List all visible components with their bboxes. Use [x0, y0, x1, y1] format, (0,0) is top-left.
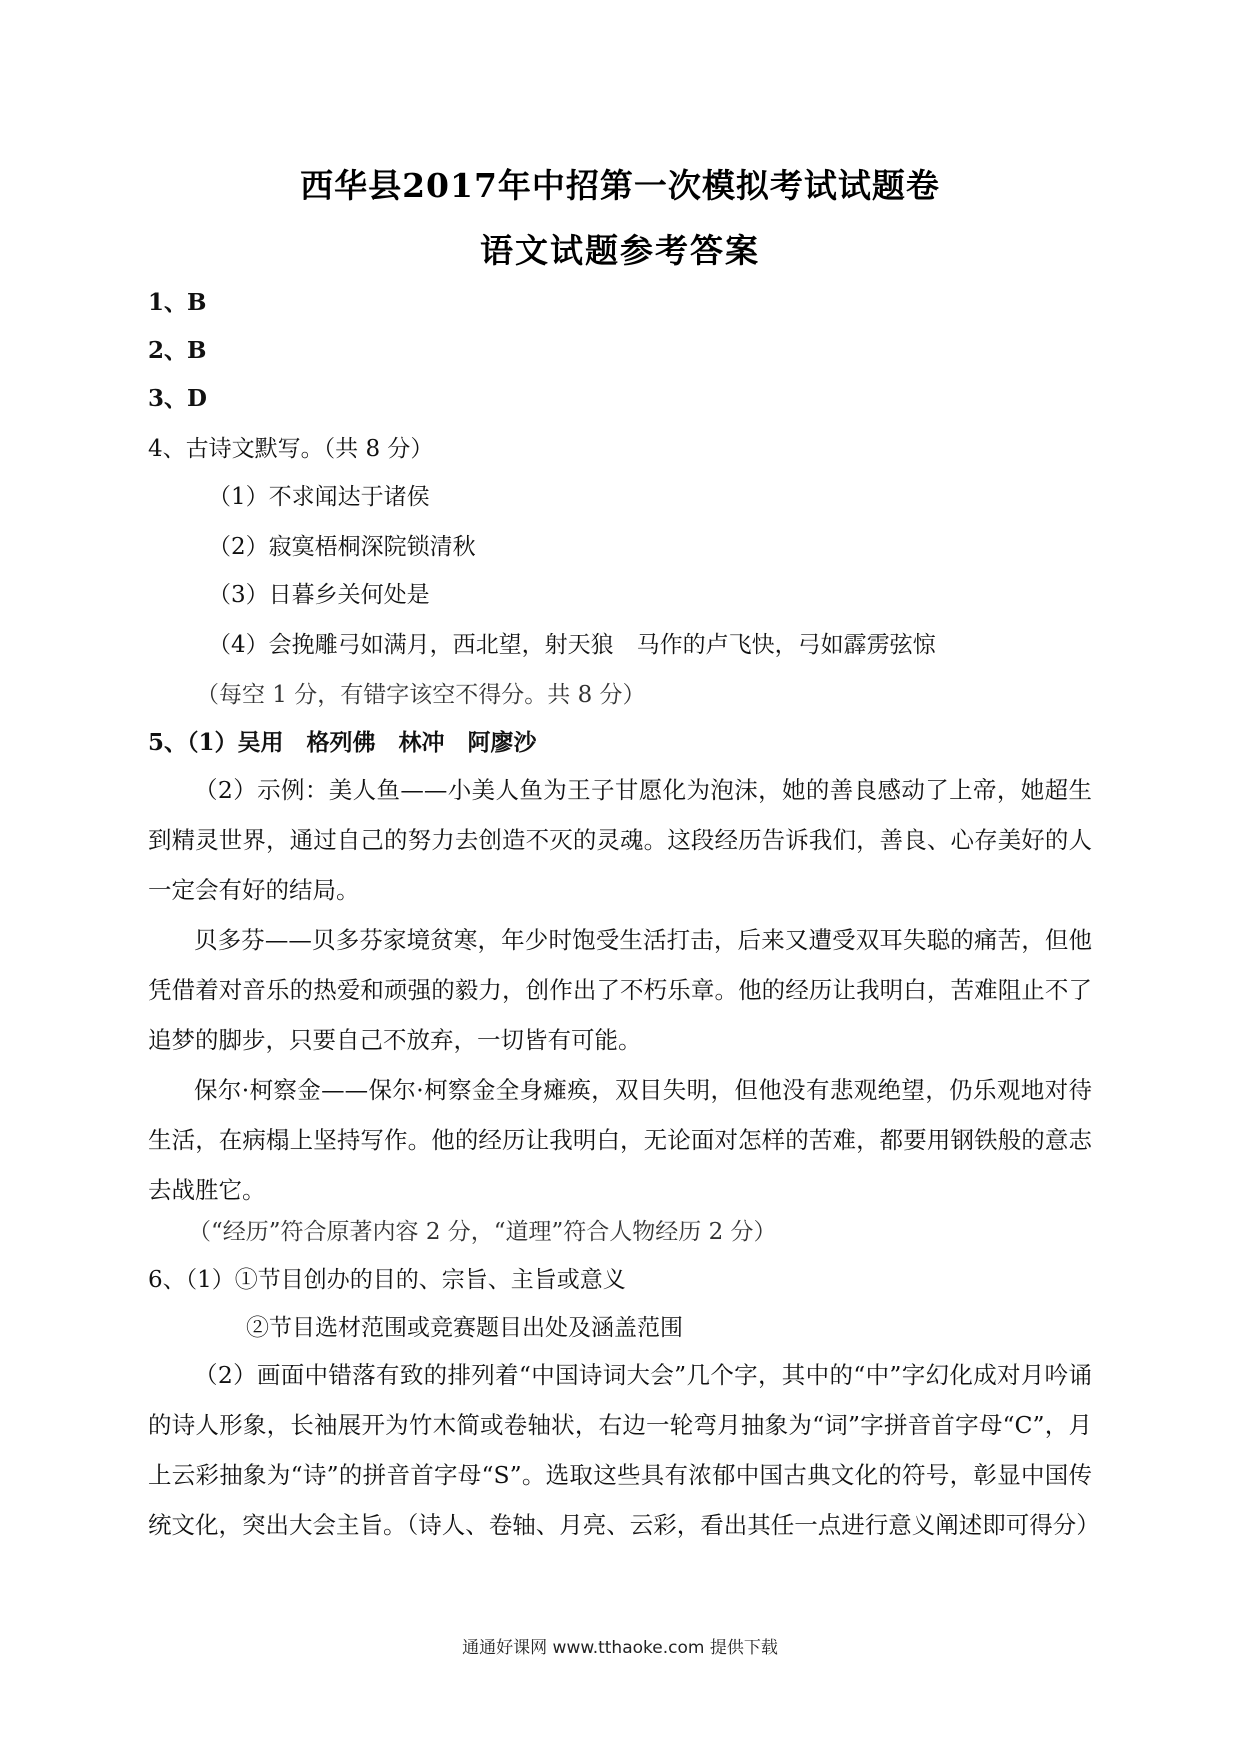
answer-q5-example-mermaid: （2）示例：美人鱼——小美人鱼为王子甘愿化为泡沫，她的善良感动了上帝，她超生到精灵世界，通过自己的努力去创造不灭的灵魂。这段经历告诉我们，善良、心存美好的人一定会有好的结局。 — [148, 776, 1092, 904]
answer-q2: 2、B — [148, 337, 207, 364]
answer-q6-part2: （2）画面中错落有致的排列着“中国诗词大会”几个字，其中的“中”字幻化成对月吟诵的诗人形象，长袖展开为竹木简或卷轴状，右边一轮弯月抽象为“词”字拼音首字母“C”，月上云彩抽象为“诗”的拼音首字母“S”。选取这些具有浓郁中国古典文化的符号，彰显中国传统文化，突出大会主旨。（诗人、卷轴、月亮、云彩，看出其任一点进行意义阐述即可得分） — [148, 1361, 1100, 1539]
answer-q4-scoring-note: （每空 1 分，有错字该空不得分。共 8 分） — [196, 682, 646, 708]
answer-q5-part1: 5、（1）吴用 格列佛 林冲 阿廖沙 — [148, 729, 537, 756]
answer-q5-example-beethoven: 贝多芬——贝多芬家境贫寒，年少时饱受生活打击，后来又遭受双耳失聪的痛苦，但他凭借着对音乐的热爱和顽强的毅力，创作出了不朽乐章。他的经历让我明白，苦难阻止不了追梦的脚步，只要自己不放弃，一切皆有可能。 — [148, 926, 1092, 1054]
answer-q5-example-pavel: 保尔·柯察金——保尔·柯察金全身瘫痪，双目失明，但他没有悲观绝望，仍乐观地对待生活，在病榻上坚持写作。他的经历让我明白，无论面对怎样的苦难，都要用钢铁般的意志去战胜它。 — [148, 1076, 1092, 1204]
exam-subtitle: 语文试题参考答案 — [480, 231, 760, 270]
answer-q6-part1-b: ②节目选材范围或竞赛题目出处及涵盖范围 — [246, 1315, 683, 1341]
answer-q5-scoring-note: （“经历”符合原著内容 2 分，“道理”符合人物经历 2 分） — [188, 1219, 777, 1245]
answer-q4-heading: 4、古诗文默写。（共 8 分） — [148, 436, 434, 462]
answer-q4-item-4: （4）会挽雕弓如满月，西北望，射天狼 马作的卢飞快，弓如霹雳弦惊 — [208, 632, 936, 658]
answer-q6-part1-a: 6、（1）①节目创办的目的、宗旨、主旨或意义 — [148, 1267, 626, 1293]
answer-q4-item-3: （3）日暮乡关何处是 — [208, 582, 430, 608]
answer-q4-item-2: （2）寂寞梧桐深院锁清秋 — [208, 534, 476, 560]
answer-q3: 3、D — [148, 385, 207, 412]
exam-title: 西华县2017年中招第一次模拟考试试题卷 — [300, 166, 940, 205]
answer-q1: 1、B — [148, 289, 207, 316]
download-footer: 通通好课网 www.tthaoke.com 提供下载 — [462, 1638, 778, 1658]
answer-q4-item-1: （1）不求闻达于诸侯 — [208, 484, 430, 510]
